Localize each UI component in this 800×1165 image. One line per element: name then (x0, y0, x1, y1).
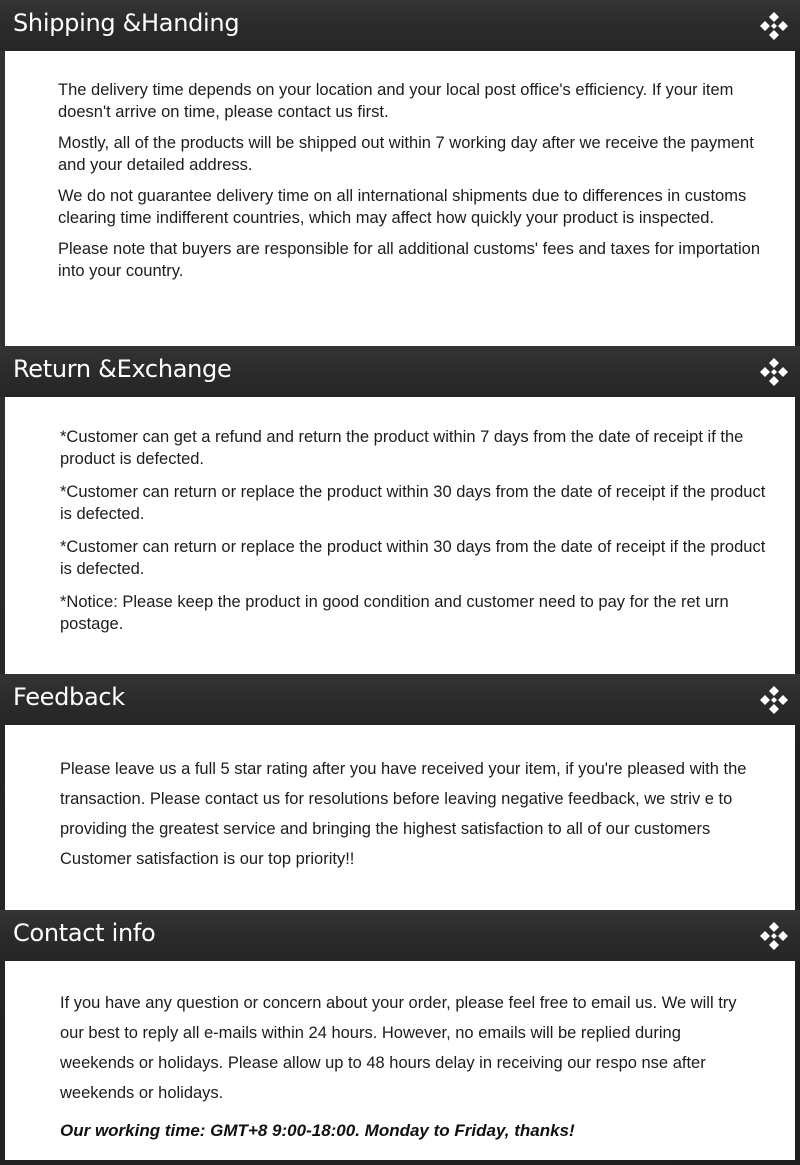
working-time: Our working time: GMT+8 9:00-18:00. Monday to Friday, thanks! (60, 1121, 575, 1140)
return-paragraph: *Customer can return or replace the product within 30 days from the date of receipt if the product is defected. (60, 538, 766, 578)
shipping-paragraph: Mostly, all of the products will be shipped out within 7 working day after we receive the payment and your detailed address. (58, 134, 754, 174)
shipping-section (0, 0, 800, 346)
contact-title: Contact info (13, 919, 156, 947)
shipping-paragraph: The delivery time depends on your location and your local post office's efficiency. If your item doesn't arrive on time, please contact us first. (58, 81, 734, 121)
return-paragraph: *Customer can get a refund and return the product within 7 days from the date of receipt if the product is defected. (60, 428, 744, 468)
feedback-header (0, 674, 800, 725)
feedback-title: Feedback (13, 683, 125, 711)
return-header (0, 346, 800, 397)
feedback-paragraph: Please leave us a full 5 star rating after you have received your item, if you're pleased with the transaction. Please contact us for resolutions before leaving negative feedback, we striv e to providing the greatest service and bringing the highest satisfaction to all of our customers Customer satisfaction is our top priority!! (60, 760, 747, 868)
contact-panel (5, 961, 795, 1160)
shipping-paragraph: We do not guarantee delivery time on all international shipments due to differences in customs clearing time indifferent countries, which may affect how quickly your product is inspected. (58, 187, 747, 227)
return-notice: *Notice: Please keep the product in good condition and customer need to pay for the ret urn postage. (60, 593, 729, 633)
return-section (0, 346, 800, 674)
contact-paragraph: If you have any question or concern about your order, please feel free to email us. We will try our best to reply all e-mails within 24 hours. However, no emails will be replied during weekends or holidays. Please allow up to 48 hours delay in receiving our respo nse after weekends or holidays. (60, 994, 737, 1102)
shipping-paragraph: Please note that buyers are responsible for all additional customs' fees and taxes for importation into your country. (58, 240, 761, 280)
contact-header (0, 910, 800, 961)
return-panel (5, 397, 795, 674)
contact-section (0, 910, 800, 1160)
four-diamond-ornament-icon (758, 10, 790, 42)
feedback-panel (5, 725, 795, 910)
feedback-section (0, 674, 800, 910)
four-diamond-ornament-icon (758, 684, 790, 716)
shipping-title: Shipping &Handing (13, 9, 240, 37)
return-title: Return &Exchange (13, 355, 232, 383)
four-diamond-ornament-icon (758, 356, 790, 388)
shipping-header (0, 0, 800, 51)
four-diamond-ornament-icon (758, 920, 790, 952)
shipping-panel (5, 51, 795, 346)
return-paragraph: *Customer can return or replace the product within 30 days from the date of receipt if the product is defected. (60, 483, 766, 523)
